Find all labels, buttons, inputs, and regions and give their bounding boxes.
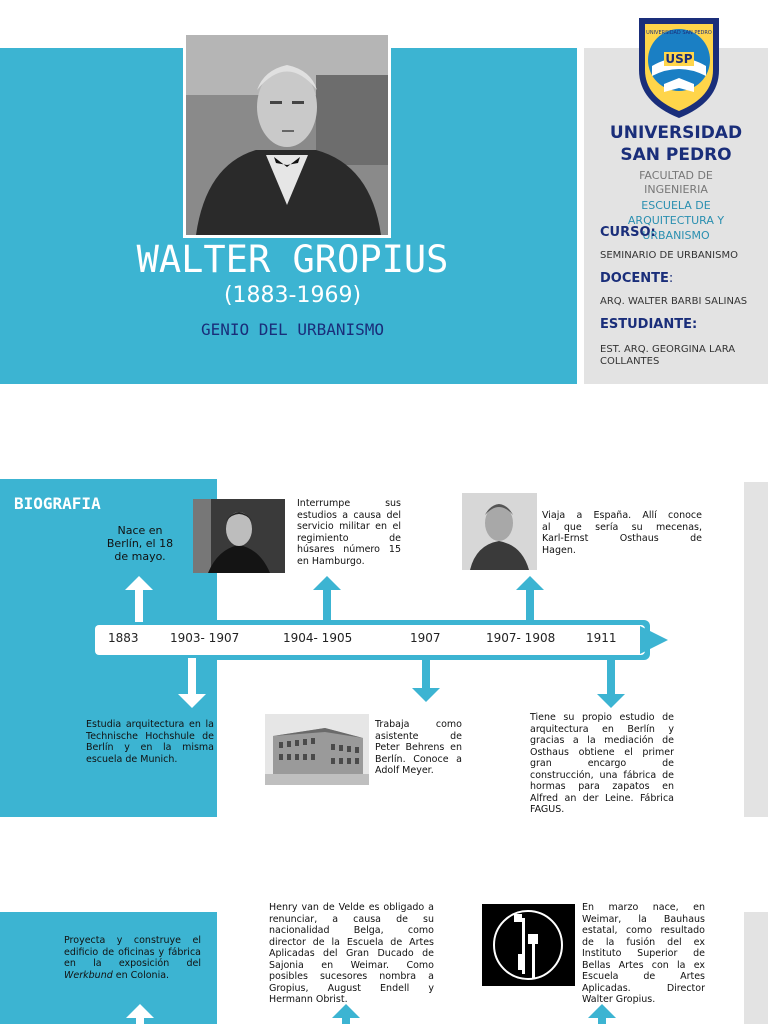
timeline-arrowhead — [640, 626, 668, 654]
military-text — [297, 498, 401, 567]
studio-text — [530, 712, 674, 816]
behrens-text — [375, 719, 462, 777]
spain-text — [542, 510, 702, 556]
studio-line: Tiene su propio estudio de — [530, 712, 674, 723]
arrow-down-icon — [178, 658, 206, 708]
logo-ring-text: UNIVERSIDAD SAN PEDRO — [646, 30, 712, 36]
docente-label-text: DOCENTE — [600, 271, 669, 286]
studio-line: FAGUS. — [530, 804, 565, 815]
behrens-line: Peter Behrens en — [375, 742, 462, 753]
behrens-line: Trabaja como — [375, 719, 462, 730]
military-line: húsares número 15 — [297, 544, 401, 555]
bauhaus-line: de la fusión del ex — [582, 936, 705, 948]
studio-line: hormas para zapatos en — [530, 781, 674, 792]
military-line: servicio militar en el — [297, 521, 401, 532]
right-edge-panel-2 — [744, 912, 768, 1024]
timeline-year: 1904- 1905 — [283, 631, 353, 645]
arrow-up-icon — [125, 576, 153, 622]
velde-text — [269, 902, 434, 1006]
studio-line: arquitectura en Berlín y — [530, 723, 674, 735]
werkbund-line: Proyecta y construye el — [64, 935, 201, 946]
arrow-down-icon — [412, 658, 440, 702]
spain-line: al que sería su mecenas, — [542, 521, 702, 533]
studies-text — [86, 719, 214, 765]
spain-line: Hagen. — [542, 544, 576, 556]
curso-label: CURSO: — [600, 225, 656, 240]
velde-line: Gropius, August Endell y — [269, 982, 434, 994]
studio-line: Alfred an der Leine. Fábrica — [530, 792, 674, 804]
birth-line: de mayo. — [114, 550, 166, 563]
werkbund-line: en la exposición del — [64, 958, 201, 969]
portrait-photo — [183, 32, 391, 238]
behrens-line: Berlín. Conoce a — [375, 753, 462, 765]
faculty-line2: INGENIERIA — [644, 183, 708, 196]
velde-line: Henry van de Velde es obligado a — [269, 902, 434, 913]
military-line: en Hamburgo. — [297, 555, 365, 567]
werkbund-place: en Colonia. — [112, 969, 170, 981]
university-name-line2: SAN PEDRO — [620, 145, 732, 165]
arrow-up-icon — [313, 576, 341, 622]
bauhaus-line: estatal, como resultado — [582, 925, 705, 936]
werkbund-name: Werkbund — [64, 969, 113, 981]
faculty-line1: FACULTAD DE — [639, 169, 713, 182]
werkbund-line-last — [64, 970, 201, 982]
arrow-up-icon — [126, 1004, 154, 1024]
arrow-up-icon — [516, 576, 544, 622]
arrow-down-icon — [597, 658, 625, 708]
military-line: regimiento de — [297, 532, 401, 544]
timeline-year: 1903- 1907 — [170, 631, 240, 645]
werkbund-text — [64, 935, 201, 981]
studio-line: gracias a la mediación de — [530, 735, 674, 746]
life-years: (1883-1969) — [223, 283, 362, 308]
bauhaus-line: Bellas Artes con la ex — [582, 959, 705, 971]
subtitle: GENIO DEL URBANISMO — [200, 320, 385, 339]
military-line: estudios a causa del — [297, 509, 401, 521]
arrow-up-icon — [332, 1004, 360, 1024]
behrens-line: asistente de — [375, 730, 462, 742]
velde-line: Sajonia en Weimar. Como — [269, 959, 434, 971]
estudiante-label: ESTUDIANTE: — [600, 317, 698, 332]
timeline-year: 1907- 1908 — [486, 631, 556, 645]
arrow-up-icon — [588, 1004, 616, 1024]
spain-line: Karl-Ernst Osthaus de — [542, 533, 702, 544]
studio-line: construcción, una fábrica de — [530, 769, 674, 781]
studies-line: escuela de Munich. — [86, 753, 178, 765]
studies-line: Technische Hochshule de — [86, 730, 214, 742]
logo-text: USP — [665, 52, 693, 66]
bauhaus-text — [582, 902, 705, 1006]
velde-line: renunciar, a causa de su — [269, 913, 434, 925]
older-portrait-photo — [462, 493, 537, 570]
birth-line: Berlín, el 18 — [106, 537, 174, 550]
timeline-year: 1911 — [586, 631, 617, 645]
velde-line: nacionalidad Belga, como — [269, 925, 434, 936]
military-line: Interrumpe sus — [297, 498, 401, 509]
page-title: WALTER GROPIUS — [136, 238, 449, 281]
bauhaus-line: Escuela de Artes — [582, 971, 705, 982]
birth-line: Nace en — [117, 524, 163, 537]
young-portrait-photo — [193, 499, 285, 573]
biografia-title: BIOGRAFIA — [14, 494, 101, 513]
bauhaus-line: Weimar, la Bauhaus — [582, 913, 705, 925]
docente-colon: : — [668, 271, 674, 286]
school-line2: ARQUITECTURA Y — [627, 214, 725, 227]
estudiante-value-line1: EST. ARQ. GEORGINA LARA — [600, 344, 736, 355]
studies-line: Estudia arquitectura en la — [86, 719, 214, 730]
building-photo — [265, 714, 369, 785]
right-edge-panel-1 — [744, 482, 768, 817]
velde-line: director de la Escuela de Artes — [269, 936, 434, 948]
velde-line: Aplicadas del Gran Ducado de — [269, 948, 434, 959]
bauhaus-line: En marzo nace, en — [582, 902, 705, 913]
estudiante-value-line2: COLLANTES — [600, 356, 660, 367]
studio-line: Osthaus obtiene el primer — [530, 746, 674, 758]
studies-line: Berlín y en la misma — [86, 742, 214, 753]
timeline-year: 1907 — [410, 631, 441, 645]
bauhaus-logo — [482, 904, 575, 986]
docente-value: ARQ. WALTER BARBI SALINAS — [600, 296, 748, 307]
university-name-line1: UNIVERSIDAD — [609, 123, 743, 143]
bauhaus-line: Aplicadas. Director — [582, 982, 705, 994]
school-line1: ESCUELA DE — [641, 199, 711, 212]
spain-line: Viaja a España. Allí conoce — [542, 510, 702, 521]
studio-line: gran encargo de — [530, 758, 674, 769]
bauhaus-line: Instituto Superior de — [582, 948, 705, 959]
bauhaus-line: Walter Gropius. — [582, 994, 656, 1005]
docente-label — [600, 271, 673, 286]
velde-line: posibles sucesores nombra a — [269, 971, 434, 982]
university-shield — [634, 10, 724, 120]
birth-text — [96, 524, 184, 563]
velde-line: Hermann Obrist. — [269, 994, 348, 1005]
werkbund-line: edificio de oficinas y fábrica — [64, 946, 201, 958]
behrens-line: Adolf Meyer. — [375, 765, 434, 776]
curso-value: SEMINARIO DE URBANISMO — [600, 250, 738, 261]
school-line3: URBANISMO — [642, 229, 710, 242]
timeline-year: 1883 — [108, 631, 139, 645]
